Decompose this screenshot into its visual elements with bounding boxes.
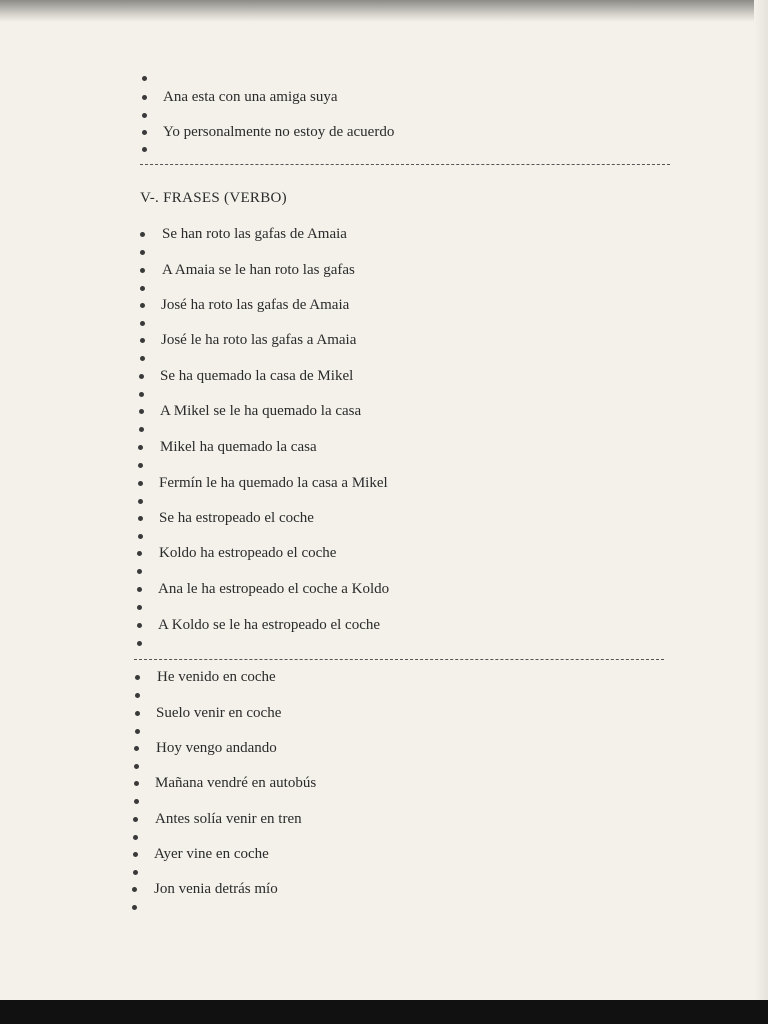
list-item: Suelo venir en coche: [156, 705, 282, 721]
list-item: Ayer vine en coche: [154, 846, 269, 862]
list-item: Ana esta con una amiga suya: [163, 89, 338, 105]
bullet-marker: [132, 905, 137, 910]
bullet-marker: [134, 746, 139, 751]
bullet-marker: [140, 250, 145, 255]
section-heading: V-. FRASES (VERBO): [140, 190, 287, 206]
bullet-marker: [138, 516, 143, 521]
list-item: Ana le ha estropeado el coche a Koldo: [158, 581, 390, 597]
bullet-marker: [137, 605, 142, 610]
bullet-marker: [133, 852, 138, 857]
bullet-marker: [137, 623, 142, 628]
bullet-marker: [140, 268, 145, 273]
bullet-marker: [134, 764, 139, 769]
bullet-marker: [138, 445, 143, 450]
list-item: A Koldo se le ha estropeado el coche: [158, 617, 381, 633]
list-item: He venido en coche: [157, 669, 276, 685]
bullet-marker: [142, 147, 147, 152]
bullet-marker: [142, 130, 147, 135]
list-item: Jon venia detrás mío: [154, 881, 278, 897]
bullet-marker: [142, 76, 147, 81]
bullet-marker: [140, 356, 145, 361]
bullet-marker: [133, 870, 138, 875]
list-item: A Amaia se le han roto las gafas: [162, 262, 355, 278]
bullet-marker: [135, 693, 140, 698]
list-item: Se ha quemado la casa de Mikel: [160, 368, 354, 384]
list-item: Mañana vendré en autobús: [155, 775, 317, 791]
scan-bottom-edge: [0, 1000, 768, 1024]
list-item: Mikel ha quemado la casa: [160, 439, 317, 455]
bullet-marker: [139, 374, 144, 379]
bullet-marker: [137, 641, 142, 646]
bullet-marker: [138, 481, 143, 486]
bullet-marker: [139, 427, 144, 432]
dashed-divider: [134, 659, 664, 660]
list-item: Se ha estropeado el coche: [159, 510, 314, 526]
list-item: Se han roto las gafas de Amaia: [162, 226, 347, 242]
list-item: Yo personalmente no estoy de acuerdo: [163, 124, 395, 140]
list-item: A Mikel se le ha quemado la casa: [160, 403, 362, 419]
bullet-marker: [139, 409, 144, 414]
dashed-divider: [140, 164, 670, 165]
bullet-marker: [134, 799, 139, 804]
list-item: José ha roto las gafas de Amaia: [161, 297, 350, 313]
bullet-marker: [133, 817, 138, 822]
bullet-marker: [138, 463, 143, 468]
bullet-marker: [140, 321, 145, 326]
bullet-marker: [137, 569, 142, 574]
bullet-marker: [137, 587, 142, 592]
bullet-marker: [132, 887, 137, 892]
list-item: Antes solía venir en tren: [155, 811, 302, 827]
bullet-marker: [135, 711, 140, 716]
bullet-marker: [140, 303, 145, 308]
bullet-marker: [140, 232, 145, 237]
bullet-marker: [133, 835, 138, 840]
bullet-marker: [140, 338, 145, 343]
bullet-marker: [138, 499, 143, 504]
list-item: Hoy vengo andando: [156, 740, 277, 756]
bullet-marker: [138, 534, 143, 539]
list-item: Fermín le ha quemado la casa a Mikel: [159, 475, 388, 491]
list-item: Koldo ha estropeado el coche: [159, 545, 337, 561]
bullet-marker: [142, 95, 147, 100]
list-item: José le ha roto las gafas a Amaia: [161, 332, 357, 348]
bullet-marker: [142, 113, 147, 118]
bullet-marker: [137, 551, 142, 556]
bullet-marker: [134, 781, 139, 786]
bullet-marker: [139, 392, 144, 397]
bullet-marker: [135, 729, 140, 734]
bullet-marker: [135, 675, 140, 680]
bullet-marker: [140, 286, 145, 291]
